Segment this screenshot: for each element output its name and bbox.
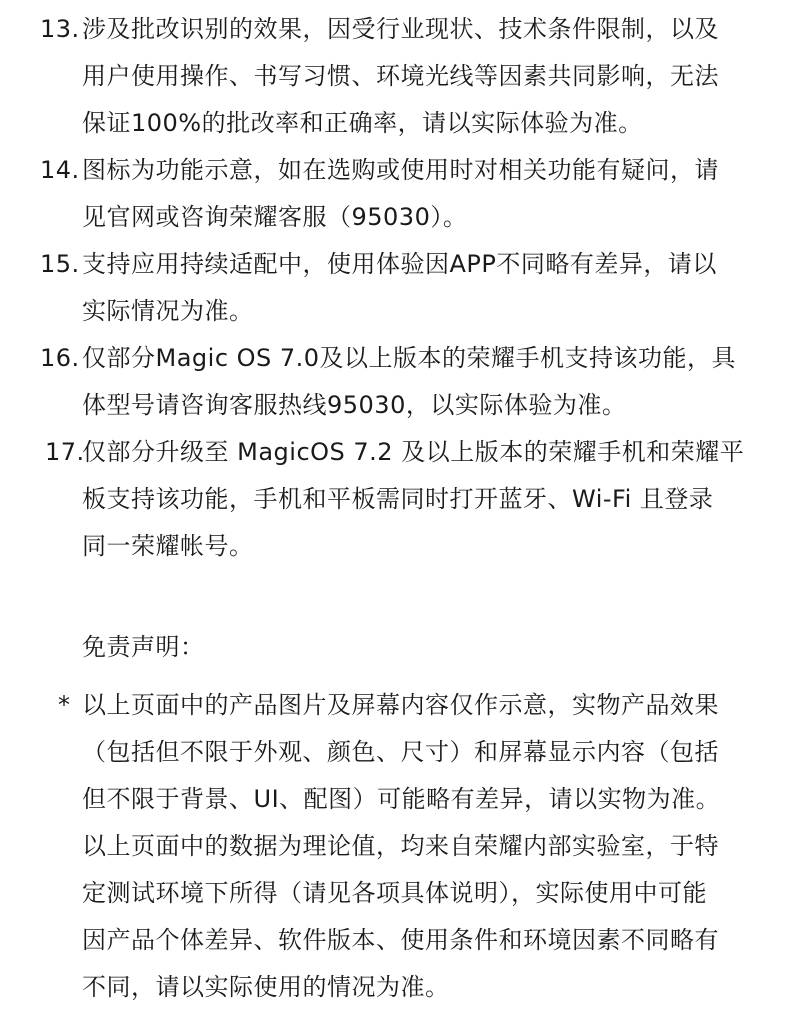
- footnote-line: 体型号请咨询客服热线95030，以实际体验为准。: [82, 391, 627, 419]
- footnote-14: [0, 147, 750, 241]
- footnote-15: [0, 241, 750, 335]
- footnote-13: [0, 6, 750, 147]
- footnote-number: 17.: [45, 438, 85, 466]
- footnote-number: 16.: [40, 344, 80, 372]
- footnote-line: 板支持该功能，手机和平板需同时打开蓝牙、Wi-Fi 且登录: [82, 485, 714, 513]
- disclaimer-title: 免责声明：: [82, 633, 205, 661]
- disclaimer-line: 以上页面中的数据为理论值，均来自荣耀内部实验室，于特: [82, 832, 719, 860]
- footnote-line: 涉及批改识别的效果，因受行业现状、技术条件限制，以及: [82, 15, 719, 43]
- asterisk-marker: *: [58, 691, 71, 719]
- footnote-line: 见官网或咨询荣耀客服（95030）。: [82, 203, 468, 231]
- footnote-line: 图标为功能示意，如在选购或使用时对相关功能有疑问，请: [82, 156, 719, 184]
- footnote-line: 支持应用持续适配中，使用体验因APP不同略有差异，请以: [82, 250, 717, 278]
- footnote-line: 仅部分升级至 MagicOS 7.2 及以上版本的荣耀手机和荣耀平: [82, 438, 745, 466]
- disclaimer-line: （包括但不限于外观、颜色、尺寸）和屏幕显示内容（包括: [82, 738, 719, 766]
- footnote-number: 15.: [40, 250, 80, 278]
- footnote-line: 保证100%的批改率和正确率，请以实际体验为准。: [82, 109, 643, 137]
- footnote-17: [0, 429, 750, 570]
- disclaimer-section: [0, 624, 750, 1011]
- footnote-number: 14.: [40, 156, 80, 184]
- footnote-number: 13.: [40, 15, 80, 43]
- footnote-line: 仅部分Magic OS 7.0及以上版本的荣耀手机支持该功能，具: [82, 344, 737, 372]
- disclaimer-line: 定测试环境下所得（请见各项具体说明），实际使用中可能: [82, 879, 707, 907]
- footnote-line: 实际情况为准。: [82, 297, 254, 325]
- disclaimer-line: 以上页面中的产品图片及屏幕内容仅作示意，实物产品效果: [82, 691, 719, 719]
- disclaimer-line: 因产品个体差异、软件版本、使用条件和环境因素不同略有: [82, 926, 719, 954]
- disclaimer-body: [0, 682, 750, 1011]
- disclaimer-line: 不同，请以实际使用的情况为准。: [82, 973, 450, 1001]
- footnote-line: 同一荣耀帐号。: [82, 532, 254, 560]
- disclaimer-line: 但不限于背景、UI、配图）可能略有差异，请以实物为准。: [82, 785, 721, 813]
- footnote-list: [0, 6, 750, 570]
- footnote-line: 用户使用操作、书写习惯、环境光线等因素共同影响，无法: [82, 62, 719, 90]
- footnote-16: [0, 335, 750, 429]
